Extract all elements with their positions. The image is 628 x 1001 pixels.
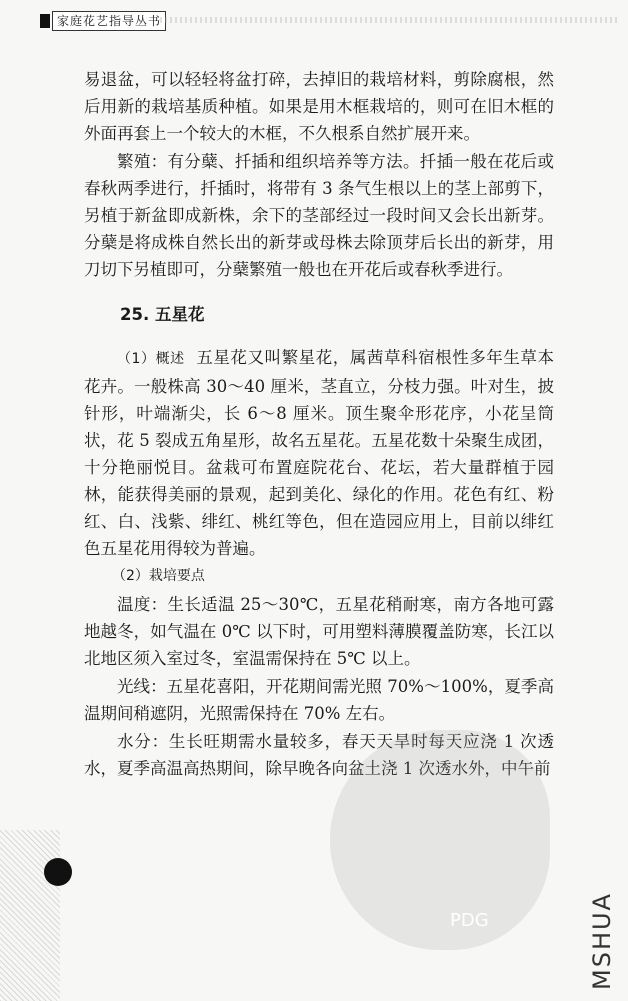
paragraph-temperature: 温度：生长适温 25～30℃，五星花稍耐寒，南方各地可露地越冬，如气温在 0℃ 以下时，可用塑料薄膜覆盖防寒，长江以北地区须入室过冬，室温需保持在 5℃ 以上。 (84, 595, 554, 668)
paragraph-light: 光线：五星花喜阳，开花期间需光照 70%～100%，夏季高温期间稍遮阴，光照需保持在 70% 左右。 (84, 677, 554, 723)
running-header (0, 6, 628, 32)
overview-label: （1）概述 (117, 351, 185, 367)
overview-text: 五星花又叫繁星花，属茜草科宿根性多年生草本花卉。一般株高 30～40 厘米，茎直立，分枝力强。叶对生，披针形，叶端渐尖，长 6～8 厘米。顶生聚伞形花序，小花呈筒状，花 5 裂成五角星形，故名五星花。五星花数十朵聚生成团，十分艳丽悦目。盆栽可布置庭院花台、花坛，若大量群植于园林，能获得美丽的景观，起到美化、绿化的作用。花色有红、粉红、白、浅紫、绯红、桃红等色，但在造园应用上，目前以绯红色五星花用得较为普遍。 (84, 348, 554, 558)
scan-corner-noise (0, 830, 60, 1001)
side-watermark: MSHUA (588, 892, 616, 990)
paragraph-overview (84, 344, 554, 562)
scan-noise (160, 17, 620, 23)
paragraph: 易退盆，可以轻轻将盆打碎，去掉旧的栽培材料，剪除腐根，然后用新的栽培基质种植。如果是用木框栽培的，则可在旧木框的外面再套上一个较大的木框，不久根系自然扩展开来。 (84, 70, 554, 143)
paragraph: 繁殖：有分蘖、扦插和组织培养等方法。扦插一般在花后或春秋两季进行，扦插时，将带有 3 条气生根以上的茎上部剪下，另植于新盆即成新株，余下的茎部经过一段时间又会长出新芽。分蘖是将成株自然长出的新芽或母株去除顶芽后长出的新芽，用刀切下另植即可，分蘖繁殖一般也在开花后或春秋季进行。 (84, 152, 554, 279)
section-heading: 25. 五星花 (120, 305, 205, 324)
header-bar (40, 14, 50, 28)
subheading: （2）栽培要点 (112, 568, 205, 584)
series-title: 家庭花艺指导丛书 (52, 11, 166, 31)
black-dot (44, 858, 72, 886)
page-body (84, 66, 554, 783)
library-stamp-watermark (330, 730, 550, 950)
paragraph-water: 水分：生长旺期需水量较多，春天天旱时每天应浇 1 次透水，夏季高温高热期间，除早晚各向盆土浇 1 次透水外，中午前 (84, 732, 554, 778)
watermark-text: PDG (450, 910, 489, 931)
